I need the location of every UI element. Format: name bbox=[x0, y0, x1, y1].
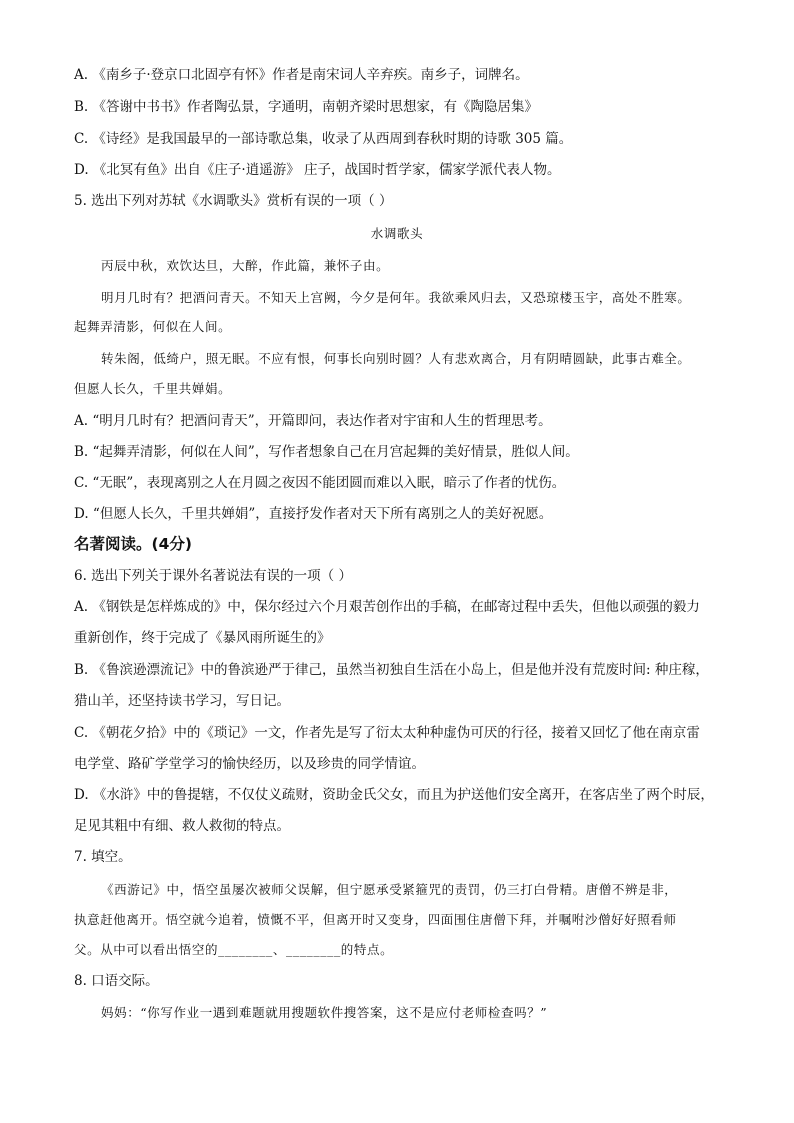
q5-option-a: A. “明月几时有？把酒问青天”，开篇即问，表达作者对宇宙和人生的哲理思考。 bbox=[74, 413, 552, 429]
q6-line: B. 《鲁滨逊漂流记》中的鲁滨逊严于律己，虽然当初独自生活在小岛上，但是他并没有荒废时间: 种庄稼， bbox=[74, 662, 709, 678]
poem-title: 水调歌头 bbox=[370, 226, 424, 241]
q7-stem: 7. 填空。 bbox=[74, 849, 132, 865]
q6-line: 重新创作，终于完成了《暴风雨所诞生的》 bbox=[74, 630, 331, 646]
q8-dialogue-line: 妈妈：“你写作业一遇到难题就用搜题软件搜答案，这不是应付老师检查吗？” bbox=[101, 1005, 548, 1020]
q6-line: D. 《水浒》中的鲁提辖，不仅仗义疏财，资助金氏父女，而且为护送他们安全离开，在客店坐了两个时辰， bbox=[74, 787, 714, 803]
q5-option-b: B. “起舞弄清影，何似在人间”，写作者想象自己在月宫起舞的美好情景，胜似人间。 bbox=[74, 444, 579, 460]
poem-line: 明月几时有？把酒问青天。不知天上宫阙，今夕是何年。我欲乘风归去，又恐琼楼玉宇，高处不胜寒。 bbox=[101, 290, 691, 305]
q4-option-c: C. 《诗经》是我国最早的一部诗歌总集，收录了从西周到春秋时期的诗歌 305 篇。 bbox=[74, 131, 573, 147]
q4-option-a: A. 《南乡子·登京口北固亭有怀》作者是南宋词人辛弃疾。南乡子，词牌名。 bbox=[74, 67, 529, 83]
q6-line: C. 《朝花夕拾》中的《琐记》一文，作者先是写了衍太太种种虚伪可厌的行径，接着又回忆了他在南京雷 bbox=[74, 725, 700, 741]
q7-passage-line: 《西游记》中，悟空虽屡次被师父误解，但宁愿承受紧箍咒的责罚，仍三打白骨精。唐僧不辨是非， bbox=[101, 882, 678, 897]
q7-passage-line: 执意赶他离开。悟空就今追着，愤慨不平，但离开时又变身，四面围住唐僧下拜，并嘱咐沙僧好好照看师 bbox=[74, 912, 677, 927]
q6-line: A. 《钢铁是怎样炼成的》中，保尔经过六个月艰苦创作出的手稿，在邮寄过程中丢失，但他以顽强的毅力 bbox=[74, 599, 700, 615]
q5-option-c: C. “无眠”，表现离别之人在月圆之夜因不能团圆而难以入眠，暗示了作者的忧伤。 bbox=[74, 475, 566, 491]
section-heading: 名著阅读。(4分) bbox=[74, 535, 192, 553]
q6-stem: 6. 选出下列关于课外名著说法有误的一项（ ） bbox=[74, 568, 352, 584]
q6-line: 足见其粗中有细、救人救彻的特点。 bbox=[74, 818, 290, 834]
q6-line: 猎山羊，还坚持读书学习，写日记。 bbox=[74, 693, 290, 709]
q5-option-d: D. “但愿人长久，千里共婵娟”，直接抒发作者对天下所有离别之人的美好祝愿。 bbox=[74, 506, 553, 522]
poem-preface: 丙辰中秋，欢饮达旦，大醉，作此篇，兼怀子由。 bbox=[101, 258, 390, 273]
poem-line: 转朱阁，低绮户，照无眠。不应有恨，何事长向别时圆？人有悲欢离合，月有阴晴圆缺，此事古难全。 bbox=[101, 351, 691, 366]
q5-stem: 5. 选出下列对苏轼《水调歌头》赏析有误的一项（ ） bbox=[74, 193, 393, 209]
q8-stem: 8. 口语交际。 bbox=[74, 973, 159, 989]
q4-option-d: D. 《北冥有鱼》出自《庄子·逍遥游》 庄子，战国时哲学家，儒家学派代表人物。 bbox=[74, 162, 561, 178]
poem-line: 但愿人长久，千里共婵娟。 bbox=[74, 381, 232, 396]
poem-line: 起舞弄清影，何似在人间。 bbox=[74, 319, 232, 334]
q6-line: 电学堂、路矿学堂学习的愉快经历，以及珍贵的同学情谊。 bbox=[74, 756, 425, 772]
q7-passage-line: 父。从中可以看出悟空的________、________的特点。 bbox=[74, 942, 394, 957]
q4-option-b: B. 《答谢中书书》作者陶弘景，字通明，南朝齐梁时思想家，有《陶隐居集》 bbox=[74, 99, 539, 115]
